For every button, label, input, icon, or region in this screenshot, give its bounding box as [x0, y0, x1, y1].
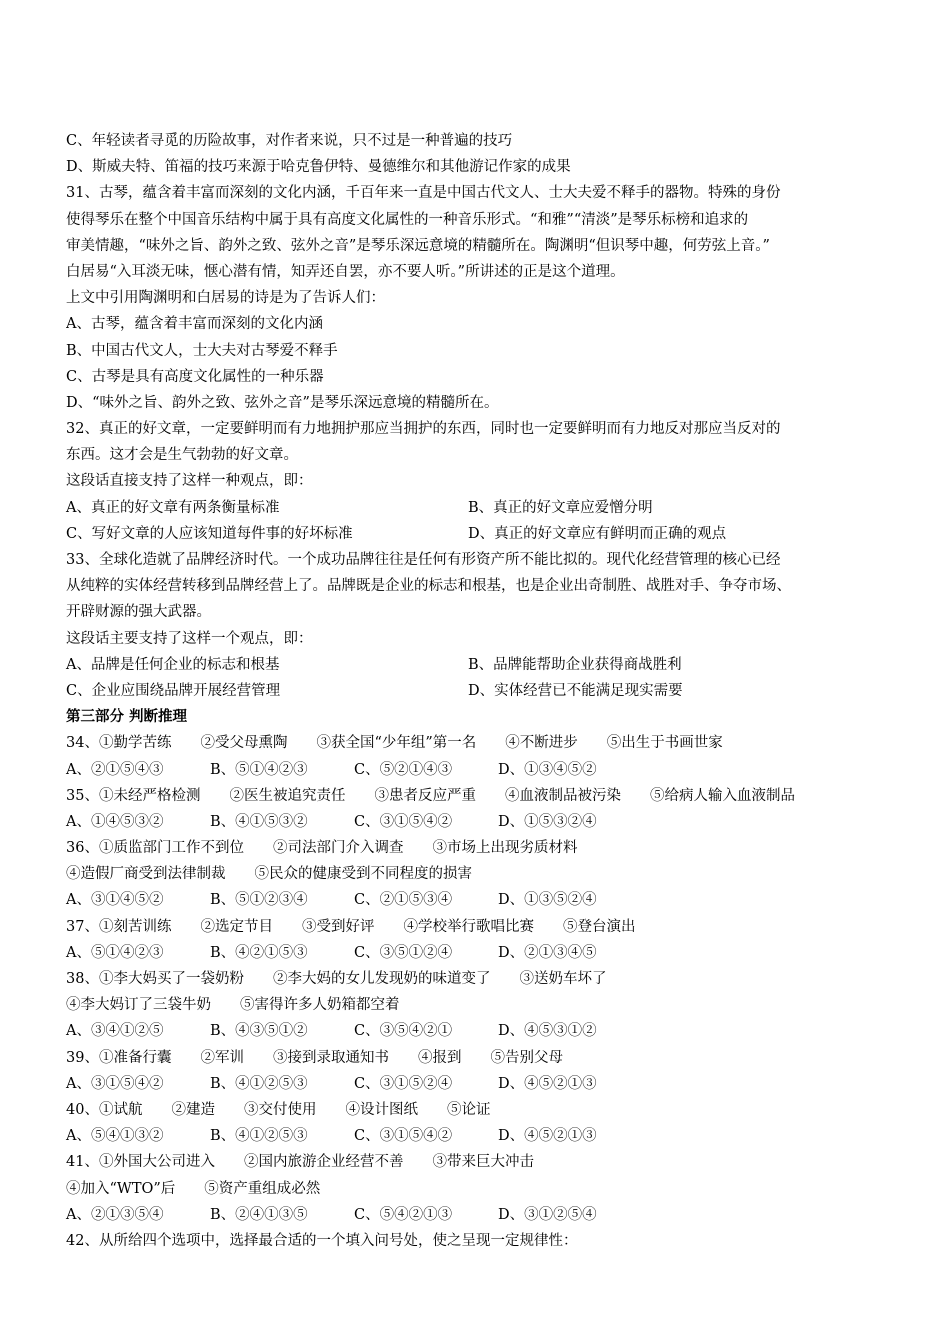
q38-options	[66, 1018, 886, 1044]
q33-option-b: B、品牌能帮助企业获得商战胜利	[468, 656, 682, 673]
question-41	[66, 1149, 886, 1228]
q35-option-b: B、④①⑤③②	[210, 813, 308, 830]
q32-option-c: C、写好文章的人应该知道每件事的好坏标准	[66, 525, 353, 542]
q32-option-b: B、真正的好文章应爱憎分明	[468, 499, 653, 516]
q41-option-c: C、⑤④②①③	[354, 1206, 453, 1223]
q36-items: 36、①质监部门工作不到位 ②司法部门介入调查 ③市场上出现劣质材料	[66, 840, 578, 857]
q37-items: 37、①刻苦训练 ②选定节目 ③受到好评 ④学校举行歌唱比赛 ⑤登台演出	[66, 918, 636, 935]
q38-option-c: C、③⑤④②①	[354, 1023, 453, 1040]
q38-items: 38、①李大妈买了一袋奶粉 ②李大妈的女儿发现奶的味道变了 ③送奶车坏了	[66, 971, 607, 987]
question-36	[66, 835, 886, 914]
q37-option-a: A、⑤①④②③	[66, 944, 164, 961]
question-35	[66, 783, 886, 835]
q40-option-c: C、③①⑤④②	[354, 1128, 453, 1145]
q34-option-b: B、⑤①④②③	[210, 761, 308, 778]
q37-option-b: B、④②①⑤③	[210, 944, 308, 961]
q31-text-line: 31、古琴，蕴含着丰富而深刻的文化内涵，千百年来一直是中国古代文人、士大夫爱不释手的器物。特殊的身份	[66, 185, 781, 202]
q32-text-line: 东西。这才会是生气勃勃的好文章。	[66, 447, 298, 464]
q31-text-line: 使得琴乐在整个中国音乐结构中属于具有高度文化属性的一种音乐形式。“和雅”“清淡”是琴乐标榜和追求的	[66, 211, 749, 228]
q39-option-c: C、③①⑤②④	[354, 1075, 453, 1092]
q37-options	[66, 940, 886, 966]
q35-option-a: A、①④⑤③②	[66, 813, 164, 830]
question-40	[66, 1097, 886, 1149]
question-42: 42、从所给四个选项中，选择最合适的一个填入问号处，使之呈现一定规律性：	[66, 1232, 578, 1249]
q31-option-c: C、古琴是具有高度文化属性的一种乐器	[66, 368, 324, 385]
question-31	[66, 180, 886, 416]
q34-option-d: D、①③④⑤②	[498, 761, 597, 778]
q38-option-d: D、④⑤③①②	[498, 1023, 597, 1040]
q41-option-a: A、②①③⑤④	[66, 1206, 164, 1223]
question-32	[66, 416, 886, 547]
section-3-heading: 第三部分 判断推理	[66, 709, 188, 726]
question-37	[66, 914, 886, 966]
q33-options-row	[66, 652, 886, 678]
q32-options-row	[66, 521, 886, 547]
q31-prompt: 上文中引用陶渊明和白居易的诗是为了告诉人们：	[66, 290, 385, 307]
q33-options-row	[66, 678, 886, 704]
q36-option-c: C、②①⑤③④	[354, 892, 453, 909]
q33-text-line: 33、全球化造就了品牌经济时代。一个成功品牌往往是任何有形资产所不能比拟的。现代化经营管理的核心已经	[66, 552, 781, 568]
q40-items: 40、①试航 ②建造 ③交付使用 ④设计图纸 ⑤论证	[66, 1101, 491, 1118]
q33-text-line: 开辟财源的强大武器。	[66, 604, 211, 621]
q41-items: ④加入“WTO”后 ⑤资产重组成必然	[66, 1180, 321, 1197]
option-c-q30: C、年轻读者寻觅的历险故事，对作者来说，只不过是一种普遍的技巧	[66, 133, 513, 149]
q37-option-c: C、③⑤①②④	[354, 944, 453, 961]
q32-options-row	[66, 495, 886, 521]
q39-option-d: D、④⑤②①③	[498, 1075, 597, 1092]
q31-option-d: D、“味外之旨、韵外之致、弦外之音”是琴乐深远意境的精髓所在。	[66, 394, 499, 411]
document-page	[66, 128, 886, 1254]
q32-text-line: 32、真正的好文章，一定要鲜明而有力地拥护那应当拥护的东西，同时也一定要鲜明而有力地反对那应当反对的	[66, 421, 781, 438]
q34-option-a: A、②①⑤④③	[66, 761, 164, 778]
q34-option-c: C、⑤②①④③	[354, 761, 453, 778]
q38-option-b: B、④③⑤①②	[210, 1023, 308, 1040]
q39-options	[66, 1071, 886, 1097]
q36-option-d: D、①③⑤②④	[498, 892, 597, 909]
q40-option-d: D、④⑤②①③	[498, 1128, 597, 1145]
q34-items: 34、①勤学苦练 ②受父母熏陶 ③获全国“少年组”第一名 ④不断进步 ⑤出生于书画世家	[66, 735, 723, 752]
question-34	[66, 730, 886, 782]
question-39	[66, 1045, 886, 1097]
q41-items: 41、①外国大公司进入 ②国内旅游企业经营不善 ③带来巨大冲击	[66, 1154, 534, 1171]
q33-option-a: A、品牌是任何企业的标志和根基	[66, 656, 280, 673]
q39-option-b: B、④①②⑤③	[210, 1075, 308, 1092]
q41-option-d: D、③①②⑤④	[498, 1206, 597, 1223]
q36-option-a: A、③①④⑤②	[66, 892, 164, 909]
q35-items: 35、①未经严格检测 ②医生被追究责任 ③患者反应严重 ④血液制品被污染 ⑤给病人输入血液制品	[66, 787, 795, 804]
q35-option-d: D、①⑤③②④	[498, 813, 597, 830]
q32-option-a: A、真正的好文章有两条衡量标准	[66, 499, 280, 516]
q35-options	[66, 809, 886, 835]
q31-option-a: A、古琴，蕴含着丰富而深刻的文化内涵	[66, 316, 323, 333]
q35-option-c: C、③①⑤④②	[354, 813, 453, 830]
q33-text-line: 从纯粹的实体经营转移到品牌经营上了。品牌既是企业的标志和根基，也是企业出奇制胜、战胜对手、争夺市场、	[66, 578, 791, 595]
q32-option-d: D、真正的好文章应有鲜明而正确的观点	[468, 525, 727, 542]
q38-option-a: A、③④①②⑤	[66, 1023, 164, 1040]
q39-items: 39、①准备行囊 ②军训 ③接到录取通知书 ④报到 ⑤告别父母	[66, 1049, 563, 1066]
q40-option-a: A、⑤④①③②	[66, 1128, 164, 1145]
q33-option-d: D、实体经营已不能满足现实需要	[468, 682, 683, 699]
q31-text-line: 白居易“入耳淡无味，惬心潜有情，知弄还自罢，亦不要人听。”所讲述的正是这个道理。	[66, 263, 625, 280]
q38-items: ④李大妈订了三袋牛奶 ⑤害得许多人奶箱都空着	[66, 997, 400, 1014]
q41-option-b: B、②④①③⑤	[210, 1206, 308, 1223]
q31-option-b: B、中国古代文人，士大夫对古琴爱不释手	[66, 342, 338, 359]
q33-prompt: 这段话主要支持了这样一个观点，即：	[66, 630, 313, 647]
q40-options	[66, 1123, 886, 1149]
q32-prompt: 这段话直接支持了这样一种观点，即：	[66, 473, 313, 490]
q36-items: ④造假厂商受到法律制裁 ⑤民众的健康受到不同程度的损害	[66, 866, 472, 883]
question-33	[66, 547, 886, 704]
question-38	[66, 966, 886, 1045]
q37-option-d: D、②①③④⑤	[498, 944, 597, 961]
option-d-q30: D、斯威夫特、笛福的技巧来源于哈克鲁伊特、曼德维尔和其他游记作家的成果	[66, 159, 571, 176]
q36-options	[66, 887, 886, 913]
q40-option-b: B、④①②⑤③	[210, 1128, 308, 1145]
q36-option-b: B、⑤①②③④	[210, 892, 308, 909]
q34-options	[66, 757, 886, 783]
q39-option-a: A、③①⑤④②	[66, 1075, 164, 1092]
q31-text-line: 审美情趣，“味外之旨、韵外之致、弦外之音”是琴乐深远意境的精髓所在。陶渊明“但识琴中趣，何劳弦上音。”	[66, 237, 770, 254]
q41-options	[66, 1202, 886, 1228]
q33-option-c: C、企业应围绕品牌开展经营管理	[66, 682, 281, 699]
